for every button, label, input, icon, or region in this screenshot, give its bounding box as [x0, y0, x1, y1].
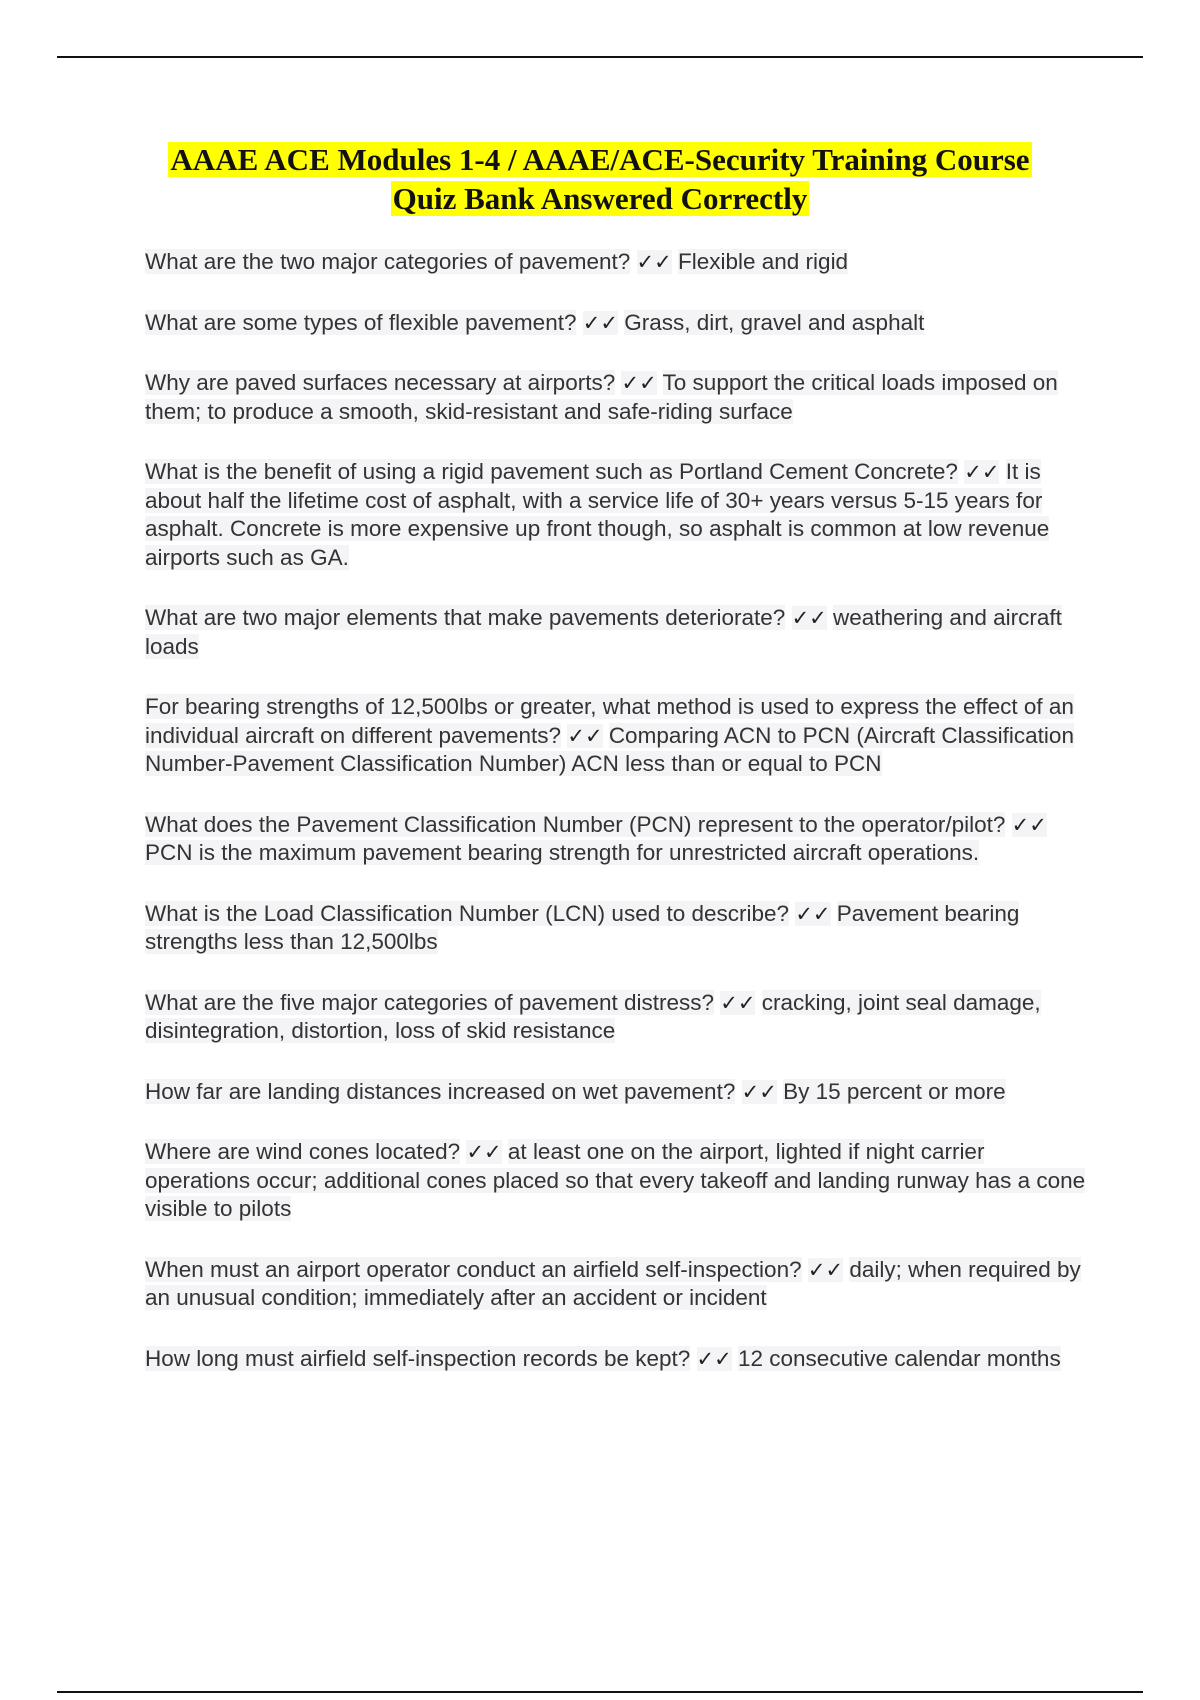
qa-list	[145, 248, 1095, 1405]
question-text: What does the Pavement Classification Number (PCN) represent to the operator/pilot?	[145, 811, 1006, 837]
answer-text: at least one on the airport, lighted if night carrier operations occur; additional cones placed so that every takeoff and landing runway has a cone visible to pilots	[145, 1139, 1086, 1221]
qa-item	[145, 1078, 1095, 1107]
question-text: Why are paved surfaces necessary at airports?	[145, 370, 616, 395]
answer-checkmark-icon: ✓✓	[720, 990, 756, 1015]
qa-item	[145, 1256, 1095, 1313]
question-text: How long must airfield self-inspection records be kept?	[145, 1345, 691, 1371]
answer-text: cracking, joint seal damage, disintegration, distortion, loss of skid resistance	[145, 989, 1041, 1043]
answer-text: daily; when required by an unusual condition; immediately after an accident or incident	[145, 1256, 1081, 1310]
question-text: What are the five major categories of pavement distress?	[145, 989, 715, 1015]
title-line-1: AAAE ACE Modules 1-4 / AAAE/ACE-Security Training Course	[170, 142, 1030, 177]
answer-text: PCN is the maximum pavement bearing strength for unrestricted aircraft operations.	[145, 840, 980, 865]
bottom-rule	[57, 1691, 1143, 1693]
qa-item	[145, 248, 1095, 277]
answer-checkmark-icon: ✓✓	[795, 901, 831, 926]
answer-checkmark-icon: ✓✓	[636, 250, 672, 274]
question-text: What is the benefit of using a rigid pavement such as Portland Cement Concrete?	[145, 459, 958, 484]
answer-text: 12 consecutive calendar months	[738, 1345, 1061, 1371]
title-line-2: Quiz Bank Answered Correctly	[392, 181, 808, 216]
answer-checkmark-icon: ✓✓	[791, 606, 827, 630]
qa-item	[145, 604, 1095, 661]
answer-checkmark-icon: ✓✓	[741, 1079, 777, 1104]
question-text: What are the two major categories of pavement?	[145, 249, 631, 274]
qa-item	[145, 900, 1095, 957]
answer-checkmark-icon: ✓✓	[567, 723, 603, 748]
document-title	[100, 140, 1100, 218]
qa-item	[145, 458, 1095, 572]
answer-text: weathering and aircraft loads	[145, 605, 1062, 659]
answer-checkmark-icon: ✓✓	[466, 1140, 502, 1164]
answer-checkmark-icon: ✓✓	[1011, 812, 1047, 837]
answer-checkmark-icon: ✓✓	[964, 460, 1000, 484]
answer-checkmark-icon: ✓✓	[582, 310, 618, 335]
question-text: Where are wind cones located?	[145, 1139, 461, 1164]
question-text: What are two major elements that make pavements deteriorate?	[145, 605, 786, 630]
answer-text: By 15 percent or more	[783, 1078, 1006, 1104]
qa-item	[145, 1138, 1095, 1224]
answer-checkmark-icon: ✓✓	[621, 371, 657, 395]
top-rule	[57, 56, 1143, 58]
qa-item	[145, 693, 1095, 779]
answer-checkmark-icon: ✓✓	[807, 1257, 844, 1282]
answer-text: It is about half the lifetime cost of asphalt, with a service life of 30+ years versus 5-15 years for asphalt. Concrete is more expensive up front though, so asphalt is common at low revenue airports such as GA.	[145, 459, 1050, 570]
qa-item	[145, 369, 1095, 426]
answer-text: Grass, dirt, gravel and asphalt	[624, 309, 925, 335]
question-text: When must an airport operator conduct an airfield self-inspection?	[145, 1256, 802, 1282]
qa-item	[145, 1345, 1095, 1374]
question-text: For bearing strengths of 12,500lbs or greater, what method is used to express the effect of an individual aircraft on different pavements?	[145, 694, 1074, 748]
qa-item	[145, 309, 1095, 338]
answer-text: To support the critical loads imposed on them; to produce a smooth, skid-resistant and safe-riding surface	[145, 370, 1058, 424]
question-text: What are some types of flexible pavement?	[145, 309, 577, 335]
qa-item	[145, 811, 1095, 868]
answer-checkmark-icon: ✓✓	[696, 1346, 732, 1371]
question-text: What is the Load Classification Number (LCN) used to describe?	[145, 900, 790, 926]
answer-text: Flexible and rigid	[677, 249, 849, 274]
question-text: How far are landing distances increased on wet pavement?	[145, 1078, 736, 1104]
answer-text: Pavement bearing strengths less than 12,500lbs	[145, 900, 1020, 954]
answer-text: Comparing ACN to PCN (Aircraft Classification Number-Pavement Classification Number) ACN less than or equal to PCN	[145, 722, 1074, 776]
qa-item	[145, 989, 1095, 1046]
